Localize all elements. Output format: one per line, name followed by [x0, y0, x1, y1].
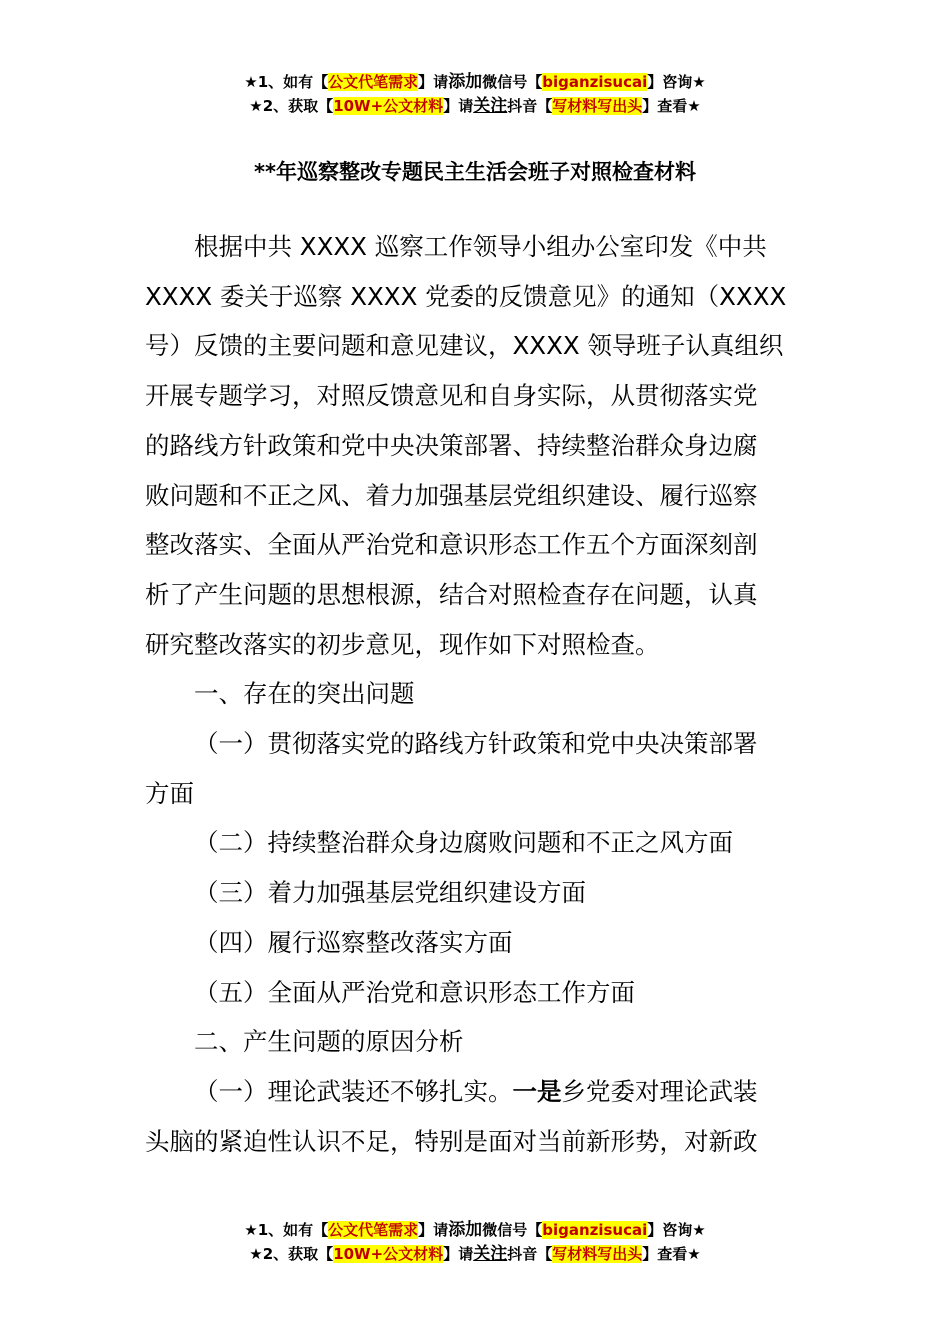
notice-text: 】咨询★ [647, 73, 706, 91]
notice-highlight: 10W+公文材料 [333, 97, 444, 115]
section-2-item-1-cont: 头脑的紧迫性认识不足，特别是面对当前新形势，对新政 [145, 1126, 758, 1156]
section-1-item-5: （五）全面从严治党和意识形态工作方面 [194, 977, 635, 1007]
intro-line: XXXX 委关于巡察 XXXX 党委的反馈意见》的通知（XXXX [145, 281, 787, 311]
section-1-item-3: （三）着力加强基层党组织建设方面 [194, 878, 586, 908]
notice-text: 】请 [418, 1221, 449, 1239]
intro-line: 整改落实、全面从严治党和意识形态工作五个方面深刻剖 [145, 530, 758, 560]
notice-emphasis: 关注 [473, 96, 508, 116]
notice-text: 抖音【 [507, 97, 553, 115]
notice-text: 微信号【 [482, 73, 543, 91]
section-2-item-1 [145, 1067, 810, 1117]
section-1-item-4: （四）履行巡察整改落实方面 [194, 927, 513, 957]
section-2-item-1-rest: 乡党委对理论武装 [561, 1076, 758, 1106]
notice-line-1 [0, 70, 950, 94]
notice-text: ★2、获取【 [249, 1245, 334, 1263]
intro-line: 析了产生问题的思想根源，结合对照检查存在问题，认真 [145, 579, 758, 609]
notice-text: ★1、如有【 [244, 73, 329, 91]
section-1-heading: 一、存在的突出问题 [194, 679, 415, 709]
bottom-notice-banner [0, 1218, 950, 1266]
notice-emphasis: 关注 [473, 1244, 508, 1264]
intro-line: 研究整改落实的初步意见，现作如下对照检查。 [145, 629, 660, 659]
notice-text: 】咨询★ [647, 1221, 706, 1239]
notice-text: 】请 [443, 97, 474, 115]
section-1-item-2: （二）持续整治群众身边腐败问题和不正之风方面 [194, 828, 733, 858]
douyin-name-highlight: 写材料写出头 [552, 97, 643, 115]
notice-highlight: 公文代笔需求 [328, 73, 419, 91]
notice-highlight: 公文代笔需求 [328, 1221, 419, 1239]
intro-line: 败问题和不正之风、着力加强基层党组织建设、履行巡察 [145, 480, 758, 510]
notice-line-2 [0, 1242, 950, 1266]
intro-line: 开展专题学习，对照反馈意见和自身实际，从贯彻落实党 [145, 381, 758, 411]
section-1-item-1-cont: 方面 [145, 778, 194, 808]
notice-text: ★1、如有【 [244, 1221, 329, 1239]
notice-text: 】查看★ [642, 97, 701, 115]
top-notice-banner [0, 70, 950, 118]
notice-text: 微信号【 [482, 1221, 543, 1239]
notice-emphasis: 添加 [448, 1220, 483, 1240]
document-body [145, 222, 810, 1166]
intro-line: 的路线方针政策和党中央决策部署、持续整治群众身边腐 [145, 430, 758, 460]
notice-text: 】请 [443, 1245, 474, 1263]
section-2-heading: 二、产生问题的原因分析 [194, 1027, 464, 1057]
notice-highlight: 10W+公文材料 [333, 1245, 444, 1263]
notice-text: 】请 [418, 73, 449, 91]
intro-line: 根据中共 XXXX 巡察工作领导小组办公室印发《中共 [194, 232, 767, 261]
section-2-item-1-prefix: （一）理论武装还不够扎实。 [194, 1076, 513, 1106]
notice-text: 】查看★ [642, 1245, 701, 1263]
notice-text: ★2、获取【 [249, 97, 334, 115]
notice-text: 抖音【 [507, 1245, 553, 1263]
notice-line-1 [0, 1218, 950, 1242]
section-1-item-1: （一）贯彻落实党的路线方针政策和党中央决策部署 [194, 729, 758, 759]
wechat-id-highlight: biganzisucai [542, 1221, 648, 1239]
notice-line-2 [0, 94, 950, 118]
notice-emphasis: 添加 [448, 72, 483, 92]
wechat-id-highlight: biganzisucai [542, 73, 648, 91]
section-2-item-1-bold: 一是 [512, 1076, 562, 1106]
douyin-name-highlight: 写材料写出头 [552, 1245, 643, 1263]
document-title: **年巡察整改专题民主生活会班子对照检查材料 [254, 160, 696, 184]
intro-line: 号）反馈的主要问题和意见建议，XXXX 领导班子认真组织 [145, 331, 784, 361]
